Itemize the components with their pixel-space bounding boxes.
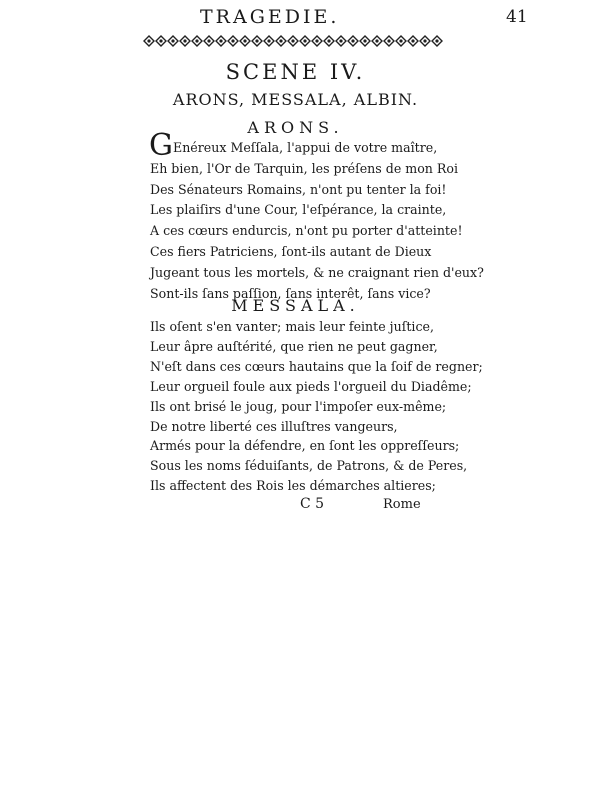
ornament-dot [255,39,258,42]
verse-line: Ils affectent des Rois les démarches altieres; [150,478,436,494]
ornament-dot [231,39,234,42]
verse-line: Ils ont brisé le joug, pour l'impoſer eux-même; [150,398,447,414]
ornament-dot [351,39,354,42]
speaker-messala: MESSALA. [231,296,360,315]
verse-line: Sous les noms ſéduiſants, de Patrons, & de Peres, [150,458,468,474]
ornament-dot [267,39,270,42]
ornament-dot [363,39,366,42]
verse-line: Enéreux Meſſala, l'appui de votre maître, [173,140,438,155]
ornament-dot [243,39,246,42]
verse-line: Armés pour la défendre, en ſont les oppreſſeurs; [150,438,460,454]
ornament-dot [411,39,414,42]
ornament-dot [375,39,378,42]
ornament-dot [315,39,318,42]
ornament-dot [435,39,438,42]
ornament-dot [219,39,222,42]
running-title: TRAGEDIE. [200,6,340,28]
ornament-dot [399,39,402,42]
verse-line: Jugeant tous les mortels, & ne craignant rien d'eux? [150,264,484,280]
signature-mark: C 5 [300,496,325,512]
verse-line: N'eſt dans ces cœurs hautains que la ſoif de regner; [150,358,483,374]
ornament-dot [159,39,162,42]
ornament-dot [303,39,306,42]
ornament-dot [207,39,210,42]
catchword: Rome [383,497,421,512]
verse-line: Leur âpre auſtérité, que rien ne peut gagner, [150,338,438,354]
verse-line: Ces fiers Patriciens, ſont-ils autant de Dieux [150,244,432,259]
ornament-dot [279,39,282,42]
page-number: 41 [506,7,528,27]
verse-line: De notre liberté ces illuſtres vangeurs, [150,418,398,434]
verse-line: Les plaiſirs d'une Cour, l'eſpérance, la crainte, [150,202,447,218]
verse-line: A ces cœurs endurcis, n'ont pu porter d'atteinte! [150,223,463,239]
ornament-band [143,34,443,48]
verse-line: Sont-ils ſans paſſion, ſans interêt, ſans vice? [150,285,431,301]
ornament-dot [291,39,294,42]
ornament-dot [423,39,426,42]
ornament-dot [387,39,390,42]
verse-line: Des Sénateurs Romains, n'ont pu tenter la foi! [150,181,447,197]
scene-heading: SCENE IV. [225,60,366,84]
ornament-dot [183,39,186,42]
ornament-dot [195,39,198,42]
ornament-dot [339,39,342,42]
verse-line: Leur orgueil foule aux pieds l'orgueil du Diadême; [150,378,472,394]
cast-list: ARONS, MESSALA, ALBIN. [172,90,419,109]
verse-line: Ils oſent s'en vanter; mais leur feinte juſtice, [150,319,434,334]
ornament-dot [327,39,330,42]
ornament-dot [171,39,174,42]
ornament-dot [147,39,150,42]
verse-line: Eh bien, l'Or de Tarquin, les préſens de mon Roi [150,160,459,176]
speaker-arons: ARONS. [247,118,344,137]
drop-capital: G [149,128,173,163]
